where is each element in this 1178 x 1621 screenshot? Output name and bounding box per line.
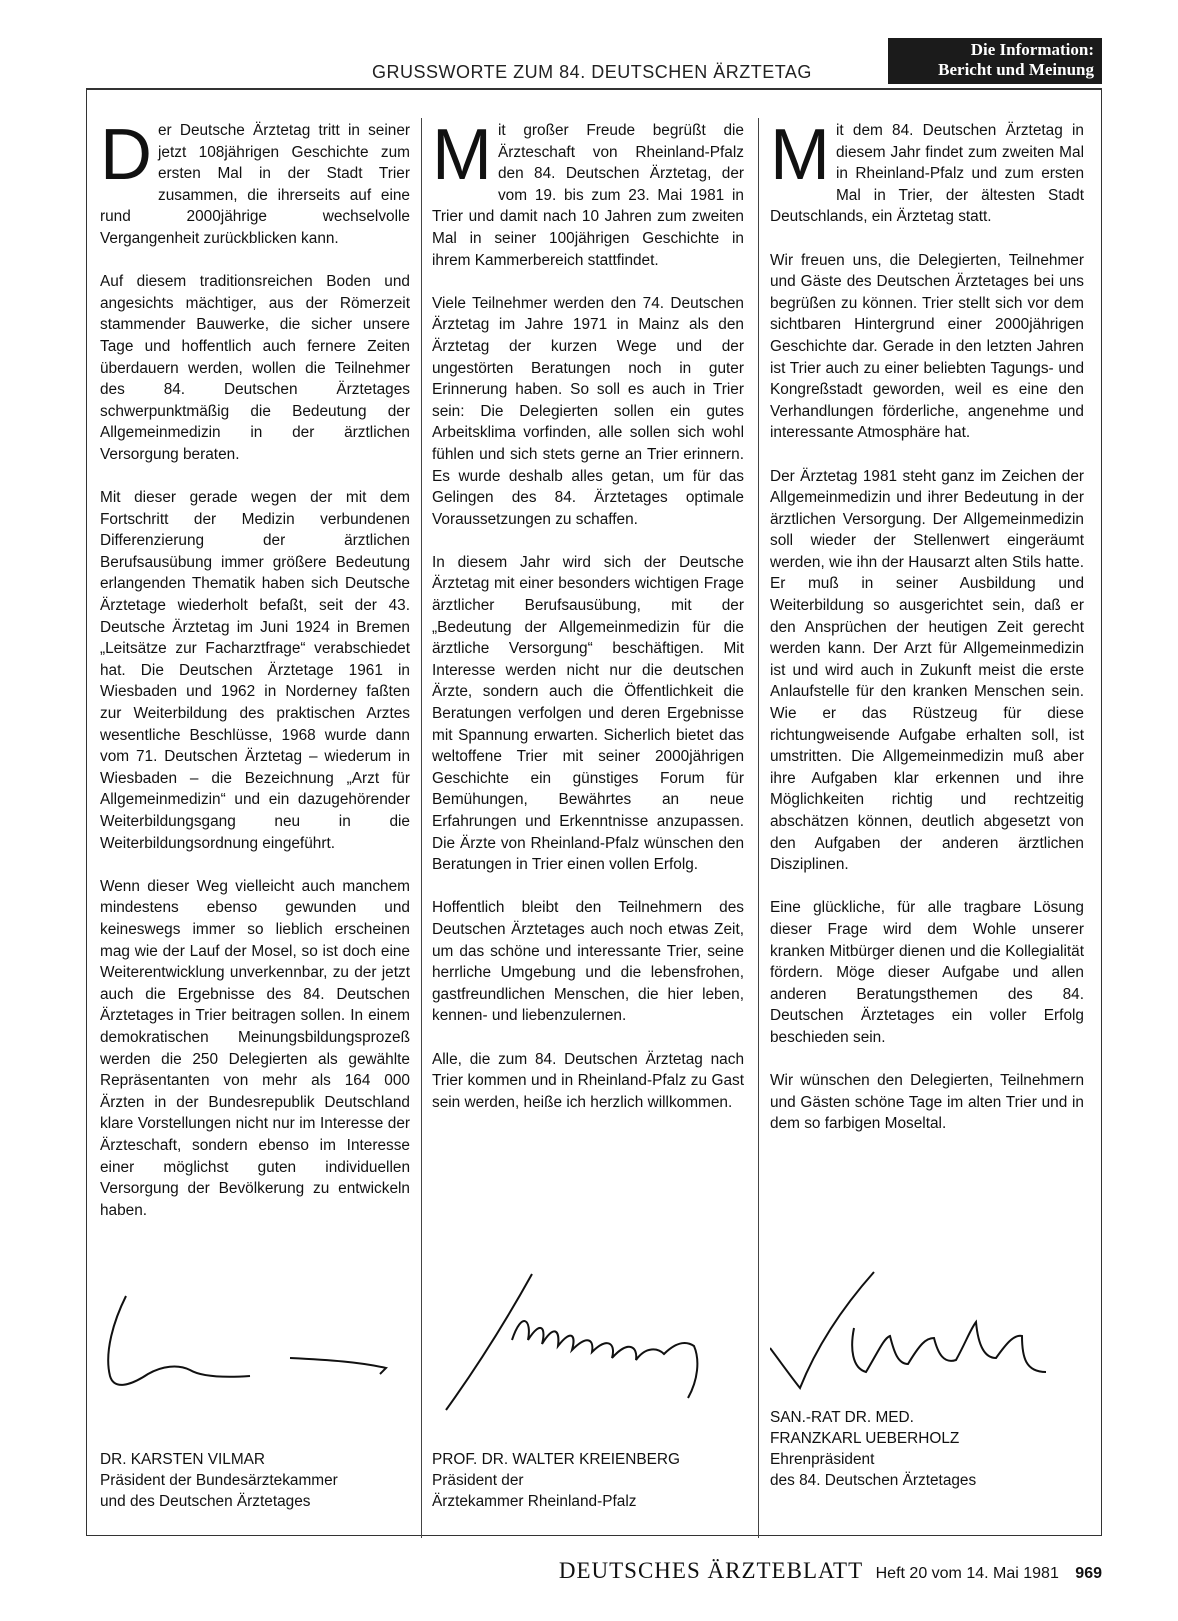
rubric-line-2: Bericht und Meinung (938, 60, 1094, 79)
page-footer (480, 1558, 1102, 1584)
signature-block-vilmar (100, 1449, 338, 1512)
issue-info: Heft 20 vom 14. Mai 1981 (875, 1565, 1059, 1582)
signature-ueberholz (770, 1268, 1084, 1398)
rubric-line-1: Die Information: (970, 40, 1094, 59)
signatory-name: PROF. DR. WALTER KREIENBERG (432, 1451, 680, 1468)
drop-cap: M (432, 115, 492, 195)
column-separator-1 (421, 118, 422, 1538)
paragraph: Hoffentlich bleibt den Teilnehmern des Deutschen Ärztetages auch noch etwas Zeit, um das schöne und interessante Trier, seine herrliche Umgebung und die lebensfrohen, gastfreundlichen Menschen, die hier leben, kennen- und liebenzulernen. (432, 899, 744, 1025)
signature-kreienberg (432, 1270, 744, 1420)
paragraph: Eine glückliche, für alle tragbare Lösung dieser Frage wird dem Wohle unserer kranken Mitbürger dienen und die Kollegialität fördern. Möge dieser Aufgabe und allen anderen Beratungsthemen des 84. Deutschen Ärztetages ein voller Erfolg beschieden sein. (770, 899, 1084, 1046)
paragraph: Der Ärztetag 1981 steht ganz im Zeichen der Allgemeinmedizin und ihrer Bedeutung in der ärztlichen Versorgung. Der Allgemeinmedizin soll wieder der Stellenwert eingeräumt werden, wie ihn der Hausarzt alten Stils hatte. Er muß in seiner Ausbildung und Weiterbildung so ausgerichtet sein, daß er den Ansprüchen der heutigen Zeit gerecht werden kann. Der Arzt für Allgemeinmedizin ist und wird auch in Zukunft meist die erste Anlaufstelle für den kranken Menschen sein. Wie er das Rüstzeug für diese richtungweisende Aufgabe erhalten soll, ist umstritten. Die Allgemeinmedizin muß aber ihre Aufgaben klar erkennen und ihre Möglichkeiten richtig und rechtzeitig abschätzen können, deutlich abgesetzt von den Aufgaben der anderen ärztlichen Disziplinen. (770, 467, 1084, 874)
column-ueberholz (770, 115, 1084, 1157)
signatory-role: des 84. Deutschen Ärztetages (770, 1472, 977, 1489)
signatory-role: Ehrenpräsident (770, 1451, 875, 1468)
magazine-name: DEUTSCHES ÄRZTEBLATT (558, 1558, 864, 1583)
paragraph: Mit dem 84. Deutschen Ärztetag in diesem Jahr findet zum zweiten Mal in Rheinland-Pfalz und zum ersten Mal in Trier, der ältesten Stadt Deutschlands, ein Ärztetag statt. (770, 115, 1084, 226)
paragraph: Mit großer Freude begrüßt die Ärzteschaft von Rheinland-Pfalz den 84. Deutschen Ärztetag, der vom 19. bis zum 23. Mai 1981 in Trier und damit nach 10 Jahren zum zweiten Mal in seiner 100jährigen Geschichte in ihrem Kammerbereich stattfindet. (432, 115, 744, 269)
signatory-role: Präsident der Bundesärztekammer (100, 1472, 338, 1489)
paragraph: Der Deutsche Ärztetag tritt in seiner jetzt 108jährigen Geschichte zum ersten Mal in der Stadt Trier zusammen, die ihrerseits auf eine rund 2000jährige wechselvolle Vergangenheit zurückblicken kann. (100, 115, 410, 247)
paragraph: In diesem Jahr wird sich der Deutsche Ärztetag mit einer besonders wichtigen Frage ärztlicher Berufsausübung, mit der „Bedeutung der Allgemeinmedizin für die ärztliche Versorgung“ beschäftigen. Mit Interesse werden nicht nur die deutschen Ärzte, sondern auch die Öffentlichkeit die Beratungen verfolgen und deren Ergebnisse mit Spannung erwarten. Sicherlich bietet das weltoffene Trier mit seiner 2000jährigen Geschichte ein günstiges Forum für Bemühungen, Bewährtes an neue Erfahrungen und Erkenntnisse anzupassen. Die Ärzte von Rheinland-Pfalz wünschen den Beratungen in Trier einen vollen Erfolg. (432, 553, 744, 874)
paragraph: Alle, die zum 84. Deutschen Ärztetag nach Trier kommen und in Rheinland-Pfalz zu Gast sein werden, heiße ich herzlich willkommen. (432, 1050, 744, 1111)
rubric-box (888, 38, 1102, 84)
section-title: GRUSSWORTE ZUM 84. DEUTSCHEN ÄRZTETAG (372, 62, 812, 82)
signatory-name: FRANZKARL UEBERHOLZ (770, 1430, 960, 1447)
signatory-role: Ärztekammer Rheinland-Pfalz (432, 1493, 637, 1510)
paragraph: Auf diesem traditionsreichen Boden und angesichts mächtiger, aus der Römerzeit stammender Bauwerke, die sicher unsere Tage und hoffentlich auch fernere Zeiten überdauern werden, wollen die Teilnehmer des 84. Deutschen Ärztetages schwerpunktmäßig die Bedeutung der Allgemeinmedizin in der ärztlichen Versorgung beraten. (100, 273, 410, 463)
signature-vilmar (100, 1290, 410, 1410)
signatory-name: SAN.-RAT DR. MED. (770, 1409, 914, 1426)
paragraph: Wenn dieser Weg vielleicht auch manchem mindestens ebenso gewunden und keineswegs immer so lieblich erscheinen mag wie der Lauf der Mosel, so ist doch eine Weiterentwicklung unverkennbar, zu der jetzt auch die Ergebnisse des 84. Deutschen Ärztetages in Trier beitragen sollen. In einem demokratischen Meinungsbildungsprozeß werden die 250 Delegierten als gewählte Repräsentanten von mehr als 164 000 Ärzten in der Bundesrepublik Deutschland klare Vorstellungen nicht nur im Interesse der Ärzteschaft, sondern ebenso im Interesse einer möglichst guten individuellen Versorgung der Bevölkerung zu entwickeln haben. (100, 877, 410, 1219)
signatory-role: und des Deutschen Ärztetages (100, 1493, 311, 1510)
signatory-name: DR. KARSTEN VILMAR (100, 1451, 266, 1468)
page-number: 969 (1075, 1565, 1102, 1582)
drop-cap: M (770, 115, 830, 195)
signature-block-kreienberg (432, 1449, 680, 1512)
paragraph: Viele Teilnehmer werden den 74. Deutschen Ärztetag im Jahre 1971 in Mainz als den Ärztetag der kurzen Wege und der ungestörten Beratungen noch in guter Erinnerung haben. So soll es auch in Trier sein: Die Delegierten sollen ein gutes Arbeitsklima vorfinden, alle sollen sich wohl fühlen und sich stets gerne an Trier erinnern. Es wurde deshalb alles getan, um für das Gelingen des 84. Ärztetages optimale Voraussetzungen zu schaffen. (432, 294, 744, 528)
signatory-role: Präsident der (432, 1472, 524, 1489)
paragraph: Wir wünschen den Delegierten, Teilnehmern und Gästen schöne Tage im alten Trier und in dem so farbigen Moseltal. (770, 1072, 1084, 1133)
column-kreienberg (432, 115, 744, 1135)
column-vilmar (100, 115, 410, 1243)
column-separator-2 (758, 118, 759, 1538)
drop-cap: D (100, 115, 152, 195)
paragraph: Wir freuen uns, die Delegierten, Teilnehmer und Gäste des Deutschen Ärztetages bei uns begrüßen zu können. Trier stellt sich vor dem sichtbaren Hintergrund einer 2000jährigen Geschichte dar. Gerade in den letzten Jahren ist Trier auch zu einer beliebten Tagungs- und Kongreßstadt geworden, weil es eine den Verhandlungen förderliche, angenehme und interessante Atmosphäre hat. (770, 251, 1084, 442)
signature-block-ueberholz (770, 1407, 976, 1491)
paragraph: Mit dieser gerade wegen der mit dem Fortschritt der Medizin verbundenen Differenzierung der ärztlichen Berufsausübung immer größere Bedeutung erlangenden Thematik haben sich Deutsche Ärztetage wiederholt befaßt, seit der 43. Deutsche Ärztetag im Juni 1924 in Bremen „Leitsätze zur Facharztfrage“ verabschiedet hat. Die Deutschen Ärztetage 1961 in Wiesbaden und 1962 in Norderney faßten zur Weiterbildung des praktischen Arztes wesentliche Beschlüsse, 1968 wurde dann vom 71. Deutschen Ärztetag – wiederum in Wiesbaden – die Bezeichnung „Arzt für Allgemeinmedizin“ und ein dazugehörender Weiterbildungsgang neu in die Weiterbildungsordnung eingeführt. (100, 489, 410, 852)
